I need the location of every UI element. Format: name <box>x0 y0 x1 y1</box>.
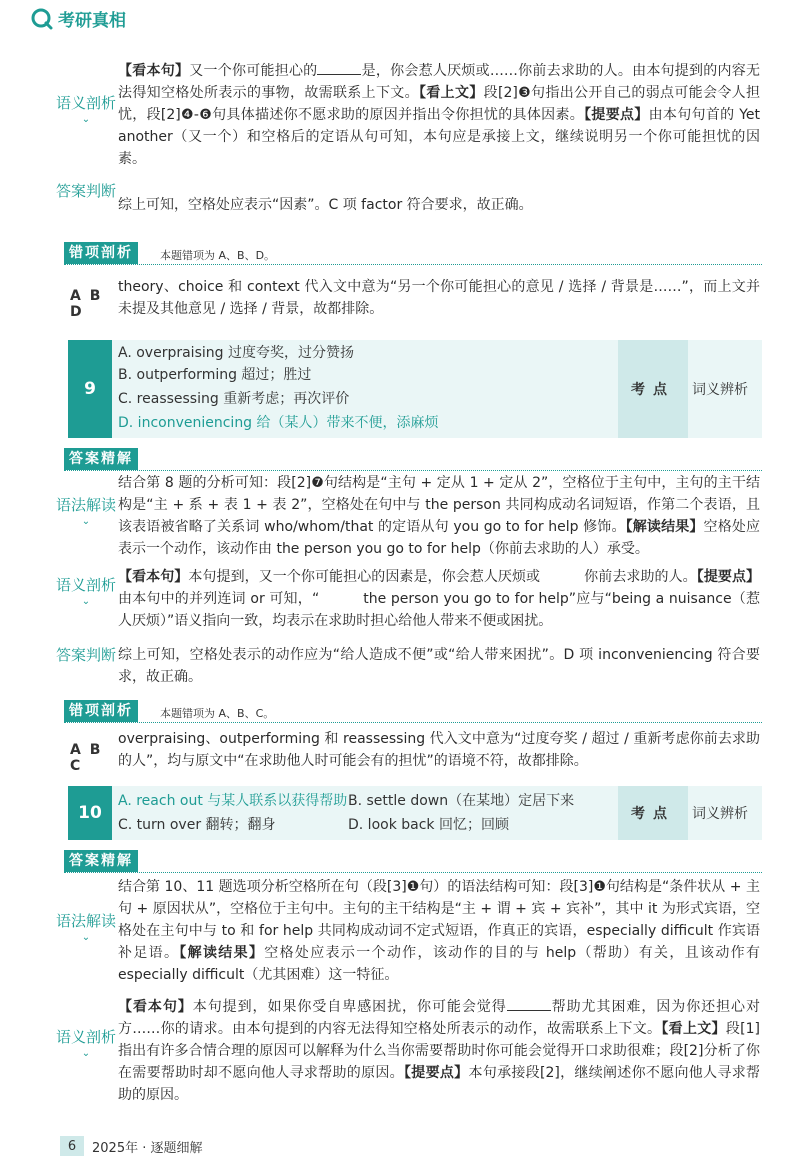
divider <box>64 470 762 471</box>
label-answer: 答案判断 <box>56 646 117 664</box>
option-c: C. turn over 翻转；翻身 <box>118 817 276 833</box>
divider <box>64 722 762 723</box>
answer-judgment-8: 综上可知，空格处应表示“因素”。C 项 factor 符合要求，故正确。 <box>118 197 533 213</box>
label-answer: 答案判断 <box>56 182 117 200</box>
semantic-analysis-9: 【看本句】本句提到，又一个你可能担心的因素是，你会惹人厌烦或 你前去求助的人。【提要点】由本句中的并列连词 or 可知，“ the person you go to for help”应与“being a nuisance（惹人厌烦）”语义指向一致，均表示在求助时担心给他人带来不便或困扰。 <box>118 569 761 629</box>
option-b: B. outperforming 超过；胜过 <box>118 367 312 383</box>
semantic-analysis-10: 【看本句】本句提到，如果你受自卑感困扰，你可能会觉得 帮助尤其困难，因为你还担心对方……你的请求。由本句提到的内容无法得知空格处所表示的动作，故需联系上下文。【看上文】段[1]指出有许多合情合理的原因可以解释为什么当你需要帮助时你可能会觉得开口求助很难；段[2]分析了你在需要帮助时却不愿向他人寻求帮助的原因。【提要点】本句承接段[2]，继续阐述你不愿向他人寻求帮助的原因。 <box>118 996 760 1106</box>
question-number: 9 <box>68 340 112 438</box>
label-semantic: 语义剖析 ⌄ <box>56 94 117 125</box>
brand-title: 考研真相 <box>58 11 126 31</box>
label-semantic: 语义剖析 ⌄ <box>56 1028 117 1059</box>
key-point-value: 词义辨析 <box>692 382 748 398</box>
wrong-options-letters: A B D <box>70 288 103 320</box>
option-a-correct: A. reach out 与某人联系以获得帮助 <box>118 793 348 809</box>
footer-title: 2025年 · 逐题细解 <box>92 1140 203 1156</box>
wrong-options-text: theory、choice 和 context 代入文中意为“另一个你可能担心的意见 / 选择 / 背景是……”，而上文并未提及其他意见 / 选择 / 背景，故都排除。 <box>118 279 760 317</box>
option-a: A. overpraising 过度夸奖，过分赞扬 <box>118 345 354 361</box>
option-c: C. reassessing 重新考虑；再次评价 <box>118 391 350 407</box>
option-d: D. look back 回忆；回顾 <box>348 817 509 833</box>
blank-space <box>540 567 584 581</box>
grammar-analysis-10: 结合第 10、11 题选项分析空格所在句（段[3]❶句）的语法结构可知：段[3]❶句结构是“条件状从 + 主句 + 原因状从”，空格位于主句中。主句的主干结构是“主 + 谓 + 宾 + 宾补”，其中 it 为形式宾语，空格处在主句中与 to 和 for help 共同构成动词不定式短语，作真正的宾语，especially difficult 作宾语补足语。【解读结果】空格处应表示一个动作，该动作的目的与 help（帮助）有关，且该动作有 especially difficult（尤其困难）这一特征。 <box>118 879 761 983</box>
answer-judgment-9: 综上可知，空格处表示的动作应为“给人造成不便”或“给人带来困扰”。D 项 inconveniencing 符合要求，故正确。 <box>118 647 760 685</box>
wrong-options-text: overpraising、outperforming 和 reassessing 代入文中意为“过度夸奖 / 超过 / 重新考虑你前去求助的人”，均与原文中“在求助他人时可能会有的担忧”的语境不符，故都排除。 <box>118 731 760 769</box>
blank-line <box>507 996 551 1011</box>
question-9-box <box>68 340 762 438</box>
page-footer <box>60 1136 202 1156</box>
chevron-down-icon: ⌄ <box>81 114 91 125</box>
brand <box>30 6 126 31</box>
key-point-value: 词义辨析 <box>692 806 748 822</box>
divider <box>64 264 762 265</box>
chevron-down-icon: ⌄ <box>81 596 91 607</box>
label-grammar: 语法解读 ⌄ <box>56 496 117 527</box>
label-semantic: 语义剖析 ⌄ <box>56 576 117 607</box>
blank-line <box>317 60 361 75</box>
answer-explanation-tag: 答案精解 <box>64 850 138 872</box>
wrong-options-tag: 错项剖析 <box>64 242 138 264</box>
grammar-analysis-9: 结合第 8 题的分析可知：段[2]❼句结构是“主句 + 定从 1 + 定从 2”，空格位于主句中，主句的主干结构是“主 + 系 + 表 1 + 表 2”，空格处在句中与 the person 共同构成动名词短语，作第二个表语，且该表语被省略了关系词 who/whom/that 的定语从句 you go to for help 修饰。【解读结果】空格处应表示一个动作，该动作由 the person you go to for help（你前去求助的人）承受。 <box>118 475 761 557</box>
key-point-label: 考点 <box>618 786 688 840</box>
answer-explanation-tag: 答案精解 <box>64 448 138 470</box>
chevron-down-icon: ⌄ <box>81 932 91 943</box>
blank-space <box>319 589 363 603</box>
wrong-options-note: 本题错项为 A、B、C。 <box>160 707 275 720</box>
search-icon <box>30 7 54 31</box>
wrong-options-tag: 错项剖析 <box>64 700 138 722</box>
chevron-down-icon: ⌄ <box>81 1048 91 1059</box>
wrong-options-note: 本题错项为 A、B、D。 <box>160 249 276 262</box>
semantic-analysis-8: 【看本句】又一个你可能担心的 是，你会惹人厌烦或……你前去求助的人。由本句提到的内容无法得知空格处所表示的事物，故需联系上下文。【看上文】段[2]❸句指出公开自己的弱点可能会令人担忧，段[2]❹-❻句具体描述你不愿求助的原因并指出令你担忧的具体因素。【提要点】由本句句首的 Yet another（又一个）和空格后的定语从句可知，本句应是承接上文，继续说明另一个你可能担忧的因素。 <box>118 60 760 170</box>
label-grammar: 语法解读 ⌄ <box>56 912 117 943</box>
key-point <box>618 340 762 438</box>
option-d-correct: D. inconveniencing 给（某人）带来不便，添麻烦 <box>118 415 439 431</box>
wrong-options-letters: A B C <box>70 742 103 774</box>
question-10-box <box>68 786 762 840</box>
chevron-down-icon: ⌄ <box>81 516 91 527</box>
question-number: 10 <box>68 786 112 840</box>
divider <box>64 872 762 873</box>
option-b: B. settle down（在某地）定居下来 <box>348 793 575 809</box>
key-point-label: 考点 <box>618 340 688 438</box>
page-number: 6 <box>60 1136 84 1156</box>
key-point <box>618 786 762 840</box>
